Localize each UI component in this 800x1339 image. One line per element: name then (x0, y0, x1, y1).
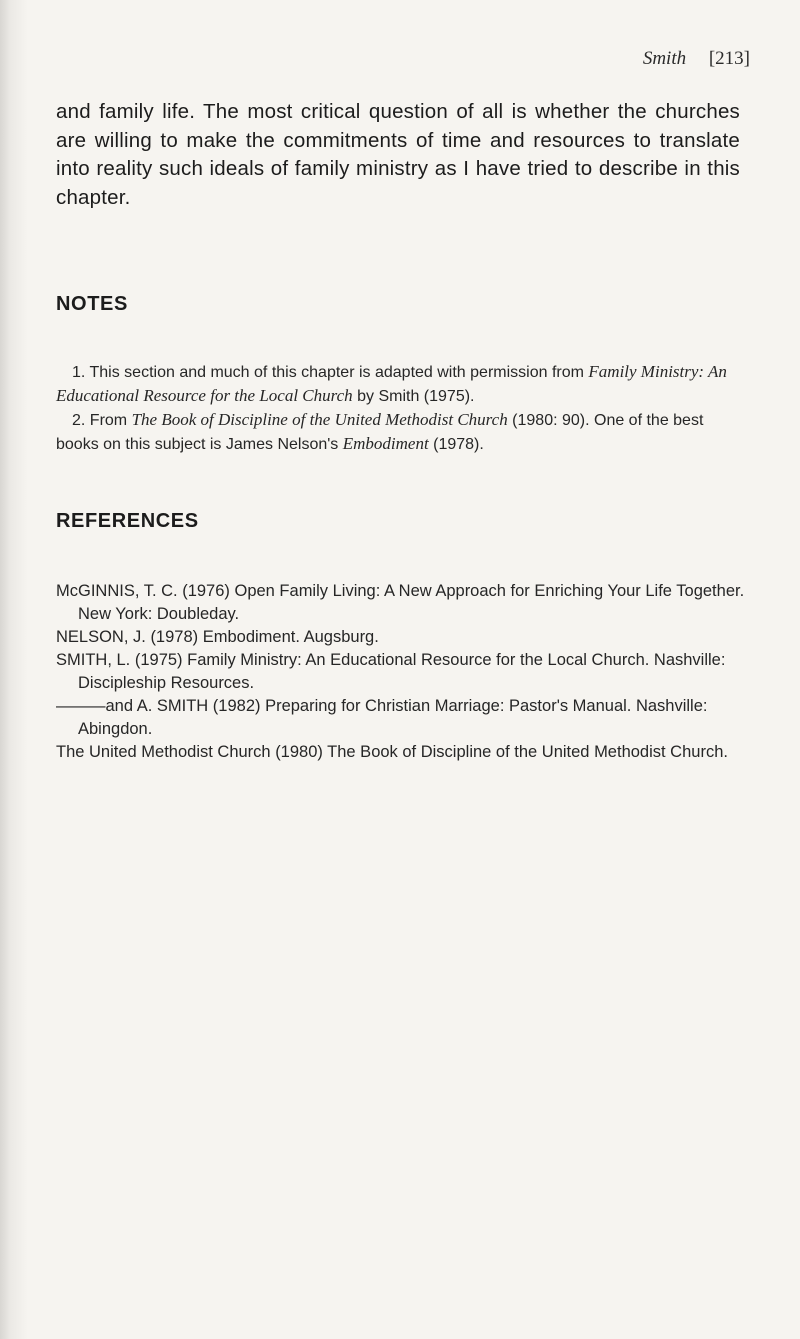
reference-item: SMITH, L. (1975) Family Ministry: An Educational Resource for the Local Church. Nashville: Discipleship Resources. (56, 651, 726, 692)
reference-item: ———and A. SMITH (1982) Preparing for Christian Marriage: Pastor's Manual. Nashville: Abingdon. (56, 697, 708, 738)
reference-item: McGINNIS, T. C. (1976) Open Family Living: A New Approach for Enriching Your Life Together. New York: Doubleday. (56, 582, 745, 623)
notes-heading: NOTES (56, 293, 128, 315)
note-2-text-end: (1978). (428, 436, 484, 453)
references-list (56, 580, 746, 764)
running-header (643, 48, 750, 70)
note-1 (56, 360, 740, 408)
note-2-text-mid: (1980: 90). One of the best books on this subject is James Nelson's (56, 412, 704, 453)
note-1-text: 1. This section and much of this chapter is adapted with permission from (72, 364, 589, 381)
reference-item: NELSON, J. (1978) Embodiment. Augsburg. (56, 628, 379, 646)
note-1-title: Family Ministry: An Educational Resource for the Local Church (56, 362, 727, 405)
note-2 (56, 408, 740, 456)
notes-list (56, 360, 740, 456)
note-2-text: 2. From (72, 412, 132, 429)
note-1-text-end: by Smith (1975). (352, 388, 475, 405)
page-number: [213] (708, 48, 750, 69)
reference-item: The United Methodist Church (1980) The Book of Discipline of the United Methodist Church. (56, 743, 728, 761)
note-2-title-2: Embodiment (342, 434, 429, 453)
body-paragraph: and family life. The most critical question of all is whether the churches are willing to make the commitments of time and resources to translate into reality such ideals of family ministry as I have tried to describe in this chapter. (56, 100, 740, 209)
note-2-title: The Book of Discipline of the United Methodist Church (131, 410, 508, 429)
references-heading: REFERENCES (56, 510, 199, 532)
running-header-author: Smith (642, 48, 687, 69)
